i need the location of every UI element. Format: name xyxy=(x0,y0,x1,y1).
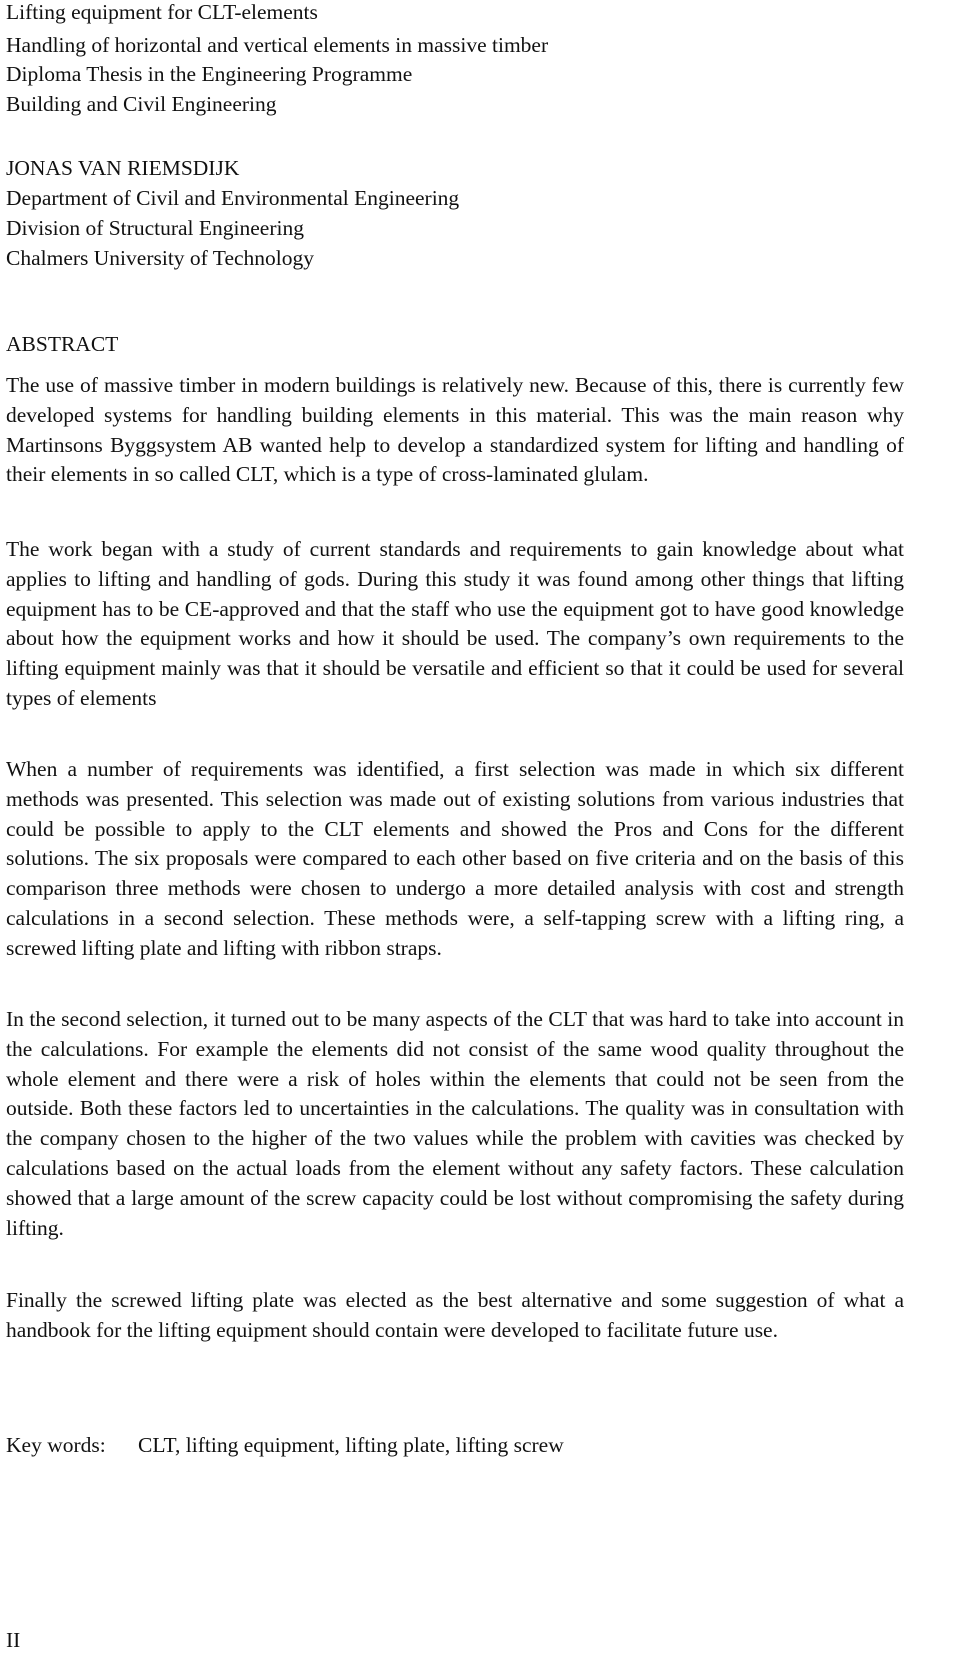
department-name: Department of Civil and Environmental Engineering xyxy=(6,186,460,210)
thesis-subtitle: Handling of horizontal and vertical elements in massive timber xyxy=(6,33,549,57)
document-page xyxy=(6,0,906,1669)
keywords-value: CLT, lifting equipment, lifting plate, lifting screw xyxy=(138,1433,564,1457)
keywords-line xyxy=(6,1430,564,1460)
division-name: Division of Structural Engineering xyxy=(6,216,304,240)
abstract-paragraph-3: When a number of requirements was identified, a first selection was made in which six different methods was presented. This selection was made out of existing solutions from various industries that could be possible to apply to the CLT elements and showed the Pros and Cons for the different solutions. The six proposals were compared to each other based on five criteria and on the basis of this comparison three methods were chosen to undergo a more detailed analysis with cost and strength calculations in a second selection. These methods were, a self-tapping screw with a lifting ring, a screwed lifting plate and lifting with ribbon straps. xyxy=(6,757,904,960)
thesis-type: Diploma Thesis in the Engineering Programme xyxy=(6,62,413,86)
author-name: JONAS VAN RIEMSDIJK xyxy=(6,156,240,180)
page-number: II xyxy=(6,1628,21,1652)
university-name: Chalmers University of Technology xyxy=(6,246,315,270)
abstract-paragraph-1: The use of massive timber in modern buildings is relatively new. Because of this, there is currently few developed systems for handling building elements in this material. This was the main reason why Martinsons Byggsystem AB wanted help to develop a standardized system for lifting and handling of their elements in so called CLT, which is a type of cross-laminated glulam. xyxy=(6,373,904,487)
programme-name: Building and Civil Engineering xyxy=(6,92,277,116)
abstract-paragraph-2: The work began with a study of current standards and requirements to gain knowledge about what applies to lifting and handling of gods. During this study it was found among other things that lifting equipment has to be CE-approved and that the staff who use the equipment got to have good knowledge about how the equipment works and how it should be used. The company’s own requirements to the lifting equipment mainly was that it should be versatile and efficient so that it could be used for several types of elements xyxy=(6,537,904,710)
thesis-title: Lifting equipment for CLT-elements xyxy=(6,0,318,24)
abstract-heading: ABSTRACT xyxy=(6,332,119,356)
abstract-paragraph-5: Finally the screwed lifting plate was elected as the best alternative and some suggestion of what a handbook for the lifting equipment should contain were developed to facilitate future use. xyxy=(6,1288,904,1342)
abstract-paragraph-4: In the second selection, it turned out to be many aspects of the CLT that was hard to take into account in the calculations. For example the elements did not consist of the same wood quality throughout the whole element and there were a risk of holes within the elements that could not be seen from the outside. Both these factors led to uncertainties in the calculations. The quality was in consultation with the company chosen to the higher of the two values while the problem with cavities was checked by calculations based on the actual loads from the element without any safety factors. These calculation showed that a large amount of the screw capacity could be lost without compromising the safety during lifting. xyxy=(6,1007,904,1240)
keywords-label: Key words: xyxy=(6,1433,106,1457)
